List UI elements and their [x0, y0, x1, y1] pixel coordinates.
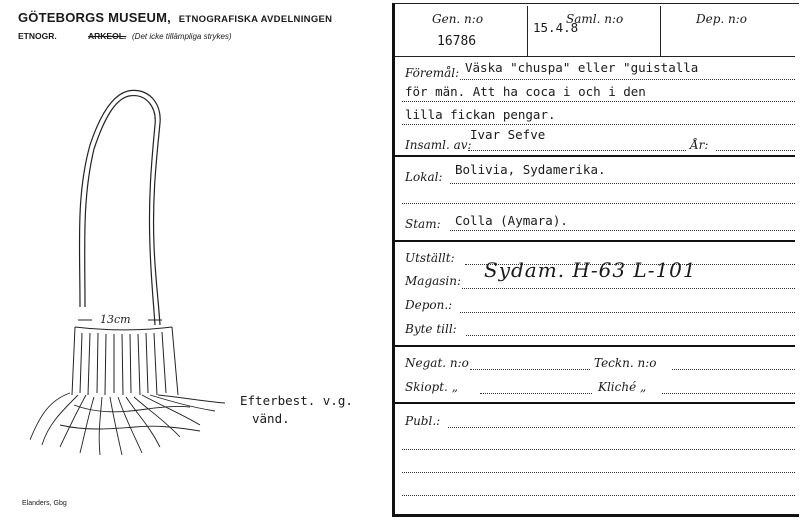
efterbest-line2: vänd. [252, 411, 290, 426]
lokal-value: Bolivia, Sydamerika. [455, 162, 606, 177]
printer-mark: Elanders, Gbg [22, 500, 67, 507]
section-divider [395, 402, 795, 404]
utstallt-label: Utställt: [405, 251, 455, 265]
negat-label: Negat. n:o [405, 356, 469, 370]
strike-note: (Det icke tillämpliga strykes) [132, 32, 232, 41]
dotted-line [466, 335, 795, 336]
dotted-line [460, 79, 795, 80]
byte-label: Byte till: [405, 322, 457, 336]
dotted-line [402, 203, 795, 204]
bag-outline [79, 90, 160, 325]
efterbest-note [240, 392, 353, 428]
dotted-line [402, 124, 795, 125]
dotted-line [672, 369, 795, 370]
dotted-line [402, 472, 795, 473]
dotted-line [402, 101, 795, 102]
kliche-label: Kliché „ [598, 380, 647, 394]
section-divider [395, 155, 795, 157]
stam-value: Colla (Aymara). [455, 213, 568, 228]
arkeol-label: ARKEOL. [88, 31, 127, 41]
dotted-line [402, 449, 795, 450]
dotted-line [460, 312, 795, 313]
publ-label: Publ.: [405, 414, 441, 428]
dotted-line [662, 393, 795, 394]
lokal-label: Lokal: [405, 170, 443, 184]
insaml-label: Insaml. av: [405, 138, 472, 152]
depon-label: Depon.: [405, 298, 453, 312]
ar-label: År: [690, 138, 709, 152]
dotted-line [470, 369, 590, 370]
dotted-line [716, 150, 795, 151]
section-divider [395, 240, 795, 242]
foremal-label: Föremål: [405, 66, 460, 80]
dotted-line [480, 393, 592, 394]
bag-drawing [30, 75, 230, 465]
insaml-value: Ivar Sefve [470, 127, 546, 142]
bag-fringe [30, 393, 225, 455]
museum-header [18, 10, 332, 25]
foremal-line1: Väska "chuspa" eller "guistalla [465, 60, 699, 75]
foremal-line3: lilla fickan pengar. [405, 107, 556, 122]
skiopt-label: Skiopt. „ [405, 380, 458, 394]
magasin-value: Sydam. H-63 L-101 [484, 258, 697, 282]
dotted-line [462, 288, 795, 289]
stam-label: Stam: [405, 217, 441, 231]
saml-label: Saml. n:o [566, 12, 624, 26]
museum-name: GÖTEBORGS MUSEUM, [18, 10, 171, 25]
teckn-label: Teckn. n:o [594, 356, 657, 370]
dotted-line [468, 150, 686, 151]
foremal-line2: för män. Att ha coca i och i den [405, 84, 646, 99]
magasin-label: Magasin: [405, 274, 462, 288]
dotted-line [448, 427, 795, 428]
header-divider [660, 6, 661, 56]
saml-value: 15.4.8 [533, 20, 579, 35]
header-divider [527, 6, 528, 56]
measure-label: 13cm [100, 313, 131, 326]
section-divider [395, 345, 795, 347]
gen-label: Gen. n:o [432, 12, 484, 26]
dep-label: Dep. n:o [696, 12, 748, 26]
etnogr-label: ETNOGR. [18, 31, 57, 41]
efterbest-line1: Efterbest. v.g. [240, 393, 353, 408]
bag-band [72, 327, 178, 395]
dotted-line [450, 230, 795, 231]
department-name: ETNOGRAFISKA AVDELNINGEN [178, 14, 333, 25]
dotted-line [450, 183, 795, 184]
gen-value: 16786 [437, 34, 477, 49]
dotted-line [402, 495, 795, 496]
